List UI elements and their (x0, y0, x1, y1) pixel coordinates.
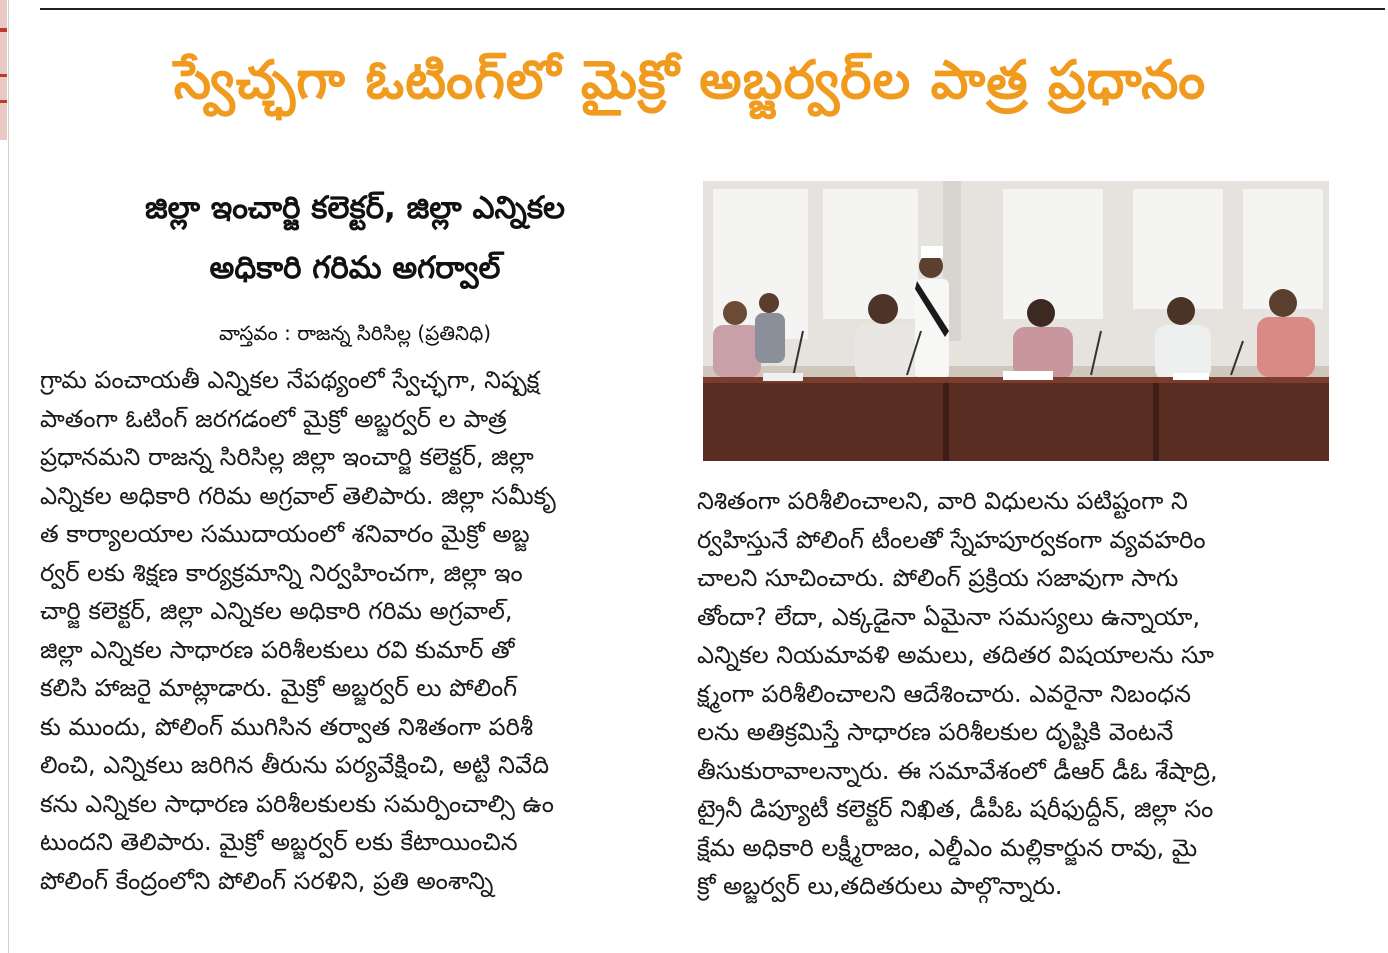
text-line: టుందని తెలిపారు. మైక్రో అబ్జర్వర్‌ లకు కేటాయించిన (40, 828, 518, 856)
text-line: క్ష్మంగా పరిశీలించాలని ఆదేశించారు. ఎవరైనా నిబంధన (697, 679, 1191, 708)
text-line: నిశితంగా పరిశీలించాలని, వారి విధులను పటిష్టంగా ని (697, 487, 1188, 515)
text-line: ఎన్నికల నియమావళి అమలు, తదితర విషయాలను సూ (697, 641, 1214, 669)
text-line: ఎన్నికల అధికారి గరిమ అగ్రవాల్‌ తెలిపారు. జిల్లా సమీకృ (40, 481, 556, 510)
text-line: ర్వర్‌ లకు శిక్షణ కార్యక్రమాన్ని నిర్వహించగా, జిల్లా ఇం (40, 558, 523, 587)
text-line: పోలింగ్‌ కేంద్రంలోని పోలింగ్‌ సరళిని, ప్రతి అంశాన్ని (40, 866, 494, 895)
text-line: చార్జి కలెక్టర్‌, జిల్లా ఎన్నికల అధికారి గరిమ అగ్రవాల్‌, (40, 597, 513, 625)
text-line: కను ఎన్నికల సాధారణ పరిశీలకులకు సమర్పించాల్సి ఉం (40, 789, 554, 818)
article-column-right (697, 482, 1332, 906)
text-line: ట్రైనీ డిప్యూటీ కలెక్టర్‌ నిఖిత, డీపీఓ షరీఫుద్దీన్‌, జిల్లా సం (697, 795, 1214, 823)
subheadline-line-2: అధికారి గరిమ అగర్వాల్‌ (209, 250, 501, 286)
text-line: కు ముందు, పోలింగ్‌ ముగిసిన తర్వాత నిశితంగా పరిశీ (40, 712, 534, 741)
meeting-photo-illustration (703, 181, 1329, 461)
top-rule (40, 8, 1385, 10)
page-edge-strip (0, 0, 7, 140)
text-line: కలిసి హాజరై మాట్లాడారు. మైక్రో అబ్జర్వర్‌ లు పోలింగ్‌ (40, 674, 518, 702)
meeting-photo (703, 181, 1329, 461)
text-line: జిల్లా ఎన్నికల సాధారణ పరిశీలకులు రవి కుమార్‌ తో (40, 635, 515, 664)
text-line: చాలని సూచించారు. పోలింగ్‌ ప్రక్రియ సజావుగా సాగు (697, 564, 1179, 592)
edge-mark (0, 74, 7, 77)
text-line: తోందా? లేదా, ఎక్కడైనా ఏమైనా సమస్యలు ఉన్నాయా, (697, 602, 1201, 631)
article-headline: స్వేచ్ఛగా ఓటింగ్‌లో మైక్రో అబ్జర్వర్‌ల పాత్ర ప్రధానం (173, 50, 1207, 111)
text-line: క్షేమ అధికారి లక్ష్మీరాజం, ఎల్డీఎం మల్లికార్జున రావు, మై (697, 833, 1198, 862)
text-line: లను అతిక్రమిస్తే సాధారణ పరిశీలకుల దృష్టికి వెంటనే (697, 718, 1174, 746)
text-line: ప్రధానమని రాజన్న సిరిసిల్ల జిల్లా ఇంచార్జి కలెక్టర్‌, జిల్లా (40, 443, 534, 471)
gutter-line (8, 0, 9, 953)
article-column-left (40, 361, 670, 900)
text-line: పాతంగా ఓటింగ్‌ జరగడంలో మైక్రో అబ్జర్వర్‌ ల పాత్ర (40, 404, 507, 433)
edge-mark (0, 28, 7, 32)
text-line: గ్రామ పంచాయతీ ఎన్నికల నేపథ్యంలో స్వేచ్ఛగా, నిష్పక్ష (40, 366, 540, 394)
text-line: తీసుకురావాలన్నారు. ఈ సమావేశంలో డీఆర్‌ డీఓ శేషాద్రి, (697, 756, 1218, 785)
subheadline-line-1: జిల్లా ఇంచార్జి కలెక్టర్‌, జిల్లా ఎన్నికల (144, 190, 566, 226)
text-line: త కార్యాలయాల సముదాయంలో శనివారం మైక్రో అబ్జ (40, 520, 530, 548)
text-line: క్రో అబ్జర్వర్‌ లు,తదితరులు పాల్గొన్నారు. (697, 872, 1063, 900)
text-line: లించి, ఎన్నికలు జరిగిన తీరును పర్యవేక్షించి, అట్టి నివేది (40, 751, 550, 779)
text-line: ర్వహిస్తునే పోలింగ్‌ టీంలతో స్నేహపూర్వకంగా వ్యవహరిం (697, 525, 1206, 554)
edge-mark (0, 100, 7, 103)
dateline: వాస్తవం : రాజన్న సిరిసిల్ల (ప్రతినిధి) (219, 321, 491, 345)
